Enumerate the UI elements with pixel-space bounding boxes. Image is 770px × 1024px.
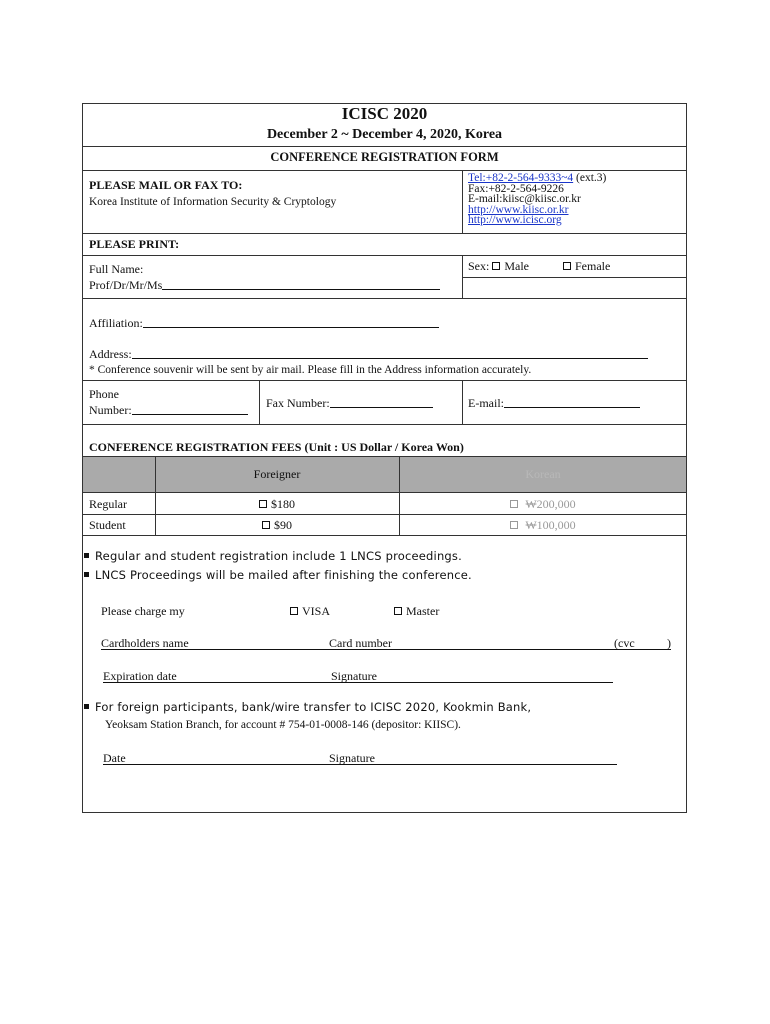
expiration-label: Expiration date — [103, 669, 177, 683]
conference-title: ICISC 2020 — [341, 104, 428, 123]
email-field[interactable]: E-mail: — [468, 396, 640, 411]
regular-label: Regular — [89, 497, 127, 511]
male-checkbox[interactable] — [492, 262, 500, 270]
cvc-close: ) — [667, 636, 671, 650]
phone-label: Phone — [89, 387, 119, 401]
bank-account-note: Yeoksam Station Branch, for account # 754-01-0008-146 (depositor: KIISC). — [105, 719, 461, 731]
date-label: Date — [103, 751, 126, 765]
institute-name: Korea Institute of Information Security & Cryptology — [89, 196, 337, 208]
cardholder-label: Cardholders name — [101, 636, 189, 650]
conference-dates: December 2 ~ December 4, 2020, Korea — [266, 127, 503, 142]
address-input-line[interactable] — [132, 348, 648, 359]
note-registration: Regular and student registration include 1 LNCS proceedings. — [84, 549, 462, 563]
sex-field: Sex: Male Female — [468, 259, 611, 273]
student-foreigner-option[interactable]: $90 — [155, 518, 399, 533]
signature-label: Signature — [331, 669, 377, 683]
fees-heading: CONFERENCE REGISTRATION FEES (Unit : US Dollar / Korea Won) — [89, 440, 464, 454]
fax-input-line[interactable] — [330, 397, 433, 408]
kiisc-url-link[interactable]: http://www.kiisc.or.kr — [468, 203, 569, 216]
regular-korean-option[interactable]: ₩200,000 — [399, 497, 687, 512]
tel-link[interactable]: Tel:+82-2-564-9333~4 — [468, 172, 574, 184]
name-field[interactable] — [89, 278, 440, 293]
signature2-label: Signature — [329, 751, 375, 765]
visa-option[interactable]: VISA — [290, 604, 330, 619]
icisc-url-link[interactable]: http://www.icisc.org — [468, 214, 562, 226]
female-checkbox[interactable] — [563, 262, 571, 270]
student-korean-option[interactable]: ₩100,000 — [399, 518, 687, 533]
korean-column-header: Korean — [525, 467, 561, 481]
email-text: E-mail:kiisc@kiisc.or.kr — [468, 193, 581, 205]
regular-foreigner-option[interactable]: $180 — [155, 497, 399, 512]
contact-block: Tel:+82-2-564-9333~4 (ext.3) Fax:+82-2-564-9226 E-mail:kiisc@kiisc.or.kr http://www.kiisc.or.kr http://www.icisc.org — [468, 172, 607, 226]
address-field[interactable]: Address: — [89, 347, 648, 362]
title-prefix: Prof/Dr/Mr/Ms — [89, 278, 163, 292]
foreigner-column-header: Foreigner — [253, 467, 301, 481]
cvc-label: (cvc — [614, 636, 635, 650]
souvenir-note: * Conference souvenir will be sent by air mail. Please fill in the Address information accurately. — [89, 364, 532, 376]
bank-note: For foreign participants, bank/wire transfer to ICISC 2020, Kookmin Bank, — [84, 700, 531, 714]
fax-field[interactable]: Fax Number: — [266, 396, 433, 411]
phone-field[interactable]: Number: — [89, 403, 248, 418]
master-option[interactable]: Master — [394, 604, 439, 619]
card-number-label: Card number — [329, 636, 392, 650]
fax-text: Fax:+82-2-564-9226 — [468, 182, 564, 195]
charge-label: Please charge my — [101, 604, 185, 618]
note-proceedings: LNCS Proceedings will be mailed after finishing the conference. — [84, 568, 472, 582]
name-input-line[interactable] — [162, 279, 440, 290]
affiliation-field[interactable]: Affiliation: — [89, 316, 439, 331]
affiliation-input-line[interactable] — [143, 317, 439, 328]
full-name-label: Full Name: — [89, 262, 144, 276]
form-title: CONFERENCE REGISTRATION FORM — [270, 150, 499, 164]
email-input-line[interactable] — [504, 397, 640, 408]
print-heading: PLEASE PRINT: — [89, 237, 180, 251]
mail-heading: PLEASE MAIL OR FAX TO: — [89, 178, 243, 192]
student-label: Student — [89, 518, 126, 532]
phone-input-line[interactable] — [132, 404, 248, 415]
